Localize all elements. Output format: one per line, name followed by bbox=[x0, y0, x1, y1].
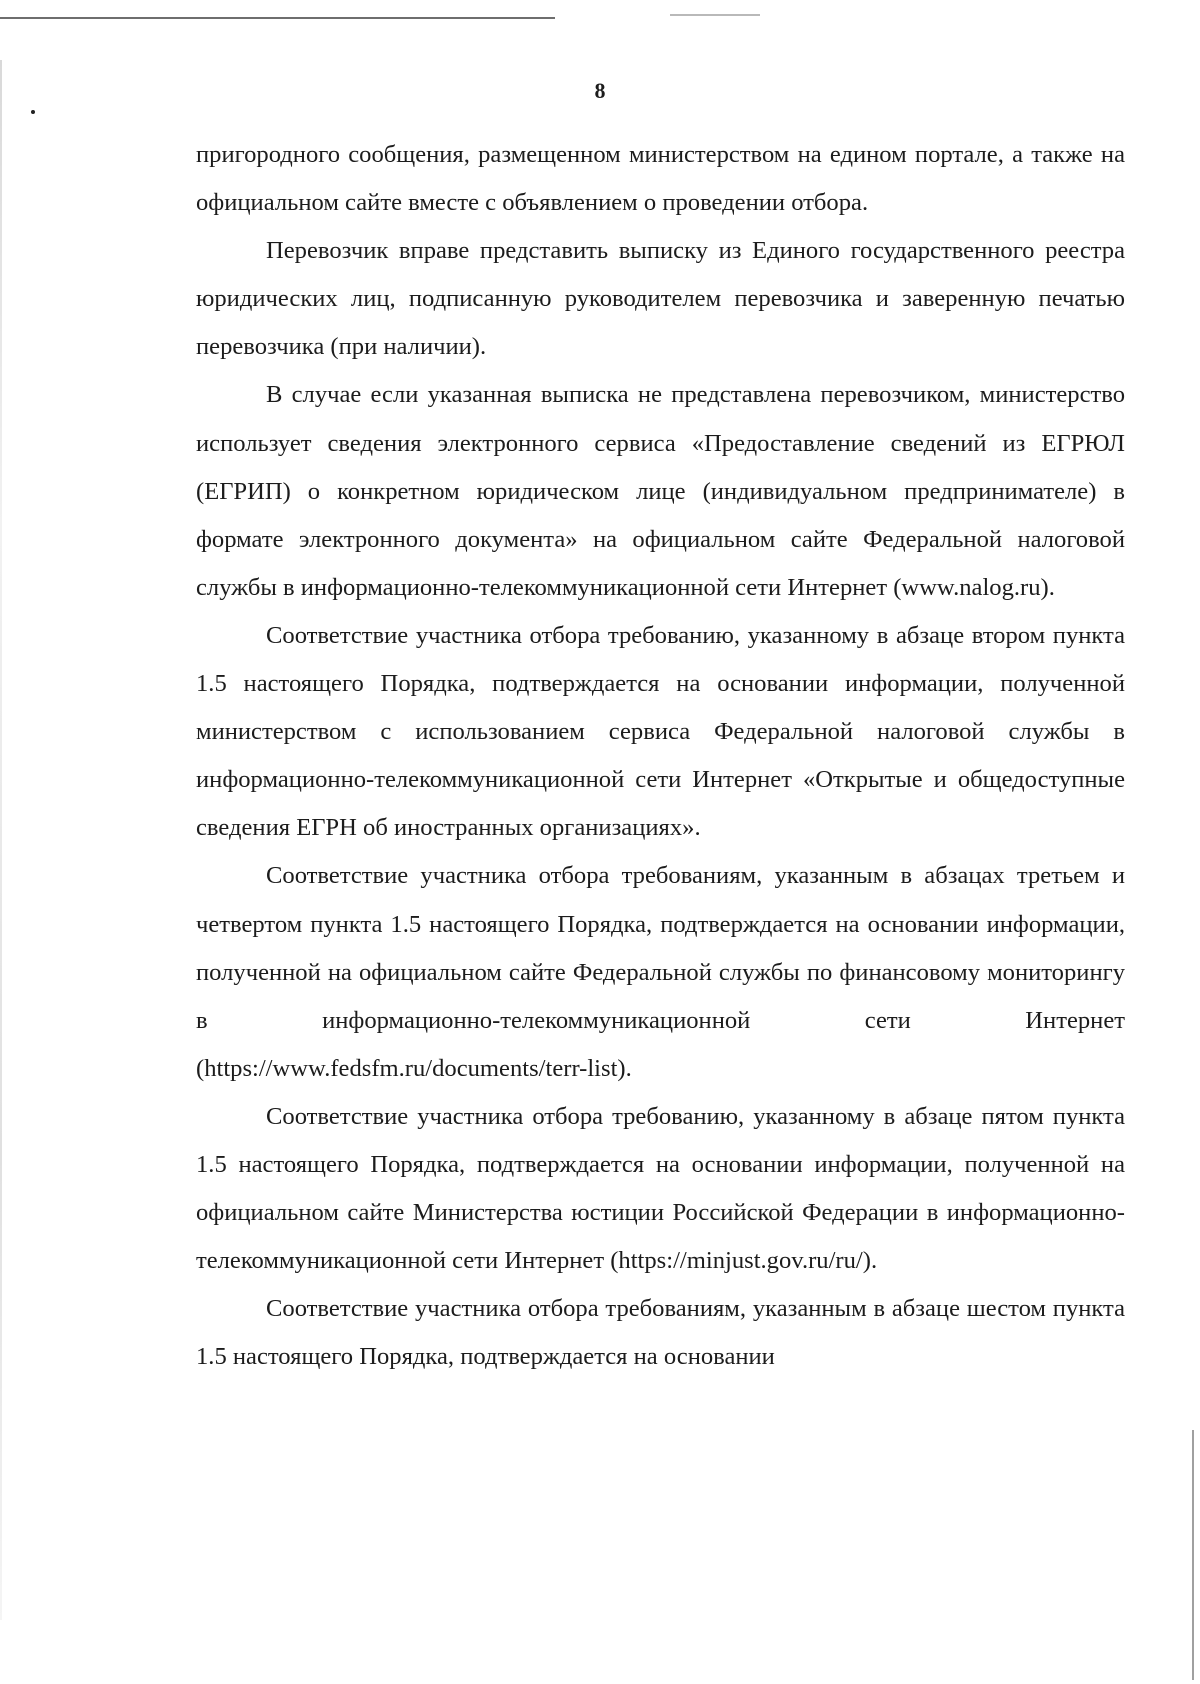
paragraph-clause-6-check: Соответствие участника отбора требованиям, указанным в абзаце шестом пункта 1.5 настоящего Порядка, подтверждается на основании bbox=[196, 1295, 1125, 1371]
scan-artifact-top-line bbox=[0, 17, 555, 19]
paragraph-clause-5-check: Соответствие участника отбора требованию, указанному в абзаце пятом пункта 1.5 настоящего Порядка, подтверждается на основании информации, полученной на официальном сайте Министерства юстиции Российской Федерации в информационно-телекоммуникационной сети Интернет (https://minjust.gov.ru/ru/). bbox=[196, 1102, 1125, 1275]
scan-artifact-right-edge bbox=[1192, 1430, 1194, 1680]
paragraph-egrul-service: В случае если указанная выписка не представлена перевозчиком, министерство использует сведения электронного сервиса «Предоставление сведений из ЕГРЮЛ (ЕГРИП) о конкретном юридическом лице (индивидуальном предпринимателе) в формате электронного документа» на официальном сайте Федеральной налоговой службы в информационно-телекоммуникационной сети Интернет (www.nalog.ru). bbox=[196, 381, 1125, 601]
page-number: 8 bbox=[594, 78, 606, 103]
paragraph-clause-3-4-check: Соответствие участника отбора требованиям, указанным в абзацах третьем и четвертом пункта 1.5 настоящего Порядка, подтверждается на основании информации, полученной на официальном сайте Федеральной службы по финансовому мониторингу в информационно-телекоммуникационной сети Интернет (https://www.fedsfm.ru/documents/terr-list). bbox=[196, 862, 1125, 1082]
document-body bbox=[196, 131, 1125, 1381]
paragraph-continued: пригородного сообщения, размещенном министерством на едином портале, а также на официальном сайте вместе с объявлением о проведении отбора. bbox=[196, 141, 1125, 217]
paragraph-carrier-extract: Перевозчик вправе представить выписку из Единого государственного реестра юридических лиц, подписанную руководителем перевозчика и заверенную печатью перевозчика (при наличии). bbox=[196, 237, 1125, 361]
scan-artifact-left-edge bbox=[0, 60, 2, 1620]
scan-artifact-speck bbox=[31, 110, 35, 114]
paragraph-clause-2-check: Соответствие участника отбора требованию, указанному в абзаце втором пункта 1.5 настоящего Порядка, подтверждается на основании информации, полученной министерством с использованием сервиса Федеральной налоговой службы в информационно-телекоммуникационной сети Интернет «Открытые и общедоступные сведения ЕГРН об иностранных организациях». bbox=[196, 621, 1125, 842]
scan-artifact-top-right-line bbox=[670, 14, 760, 16]
